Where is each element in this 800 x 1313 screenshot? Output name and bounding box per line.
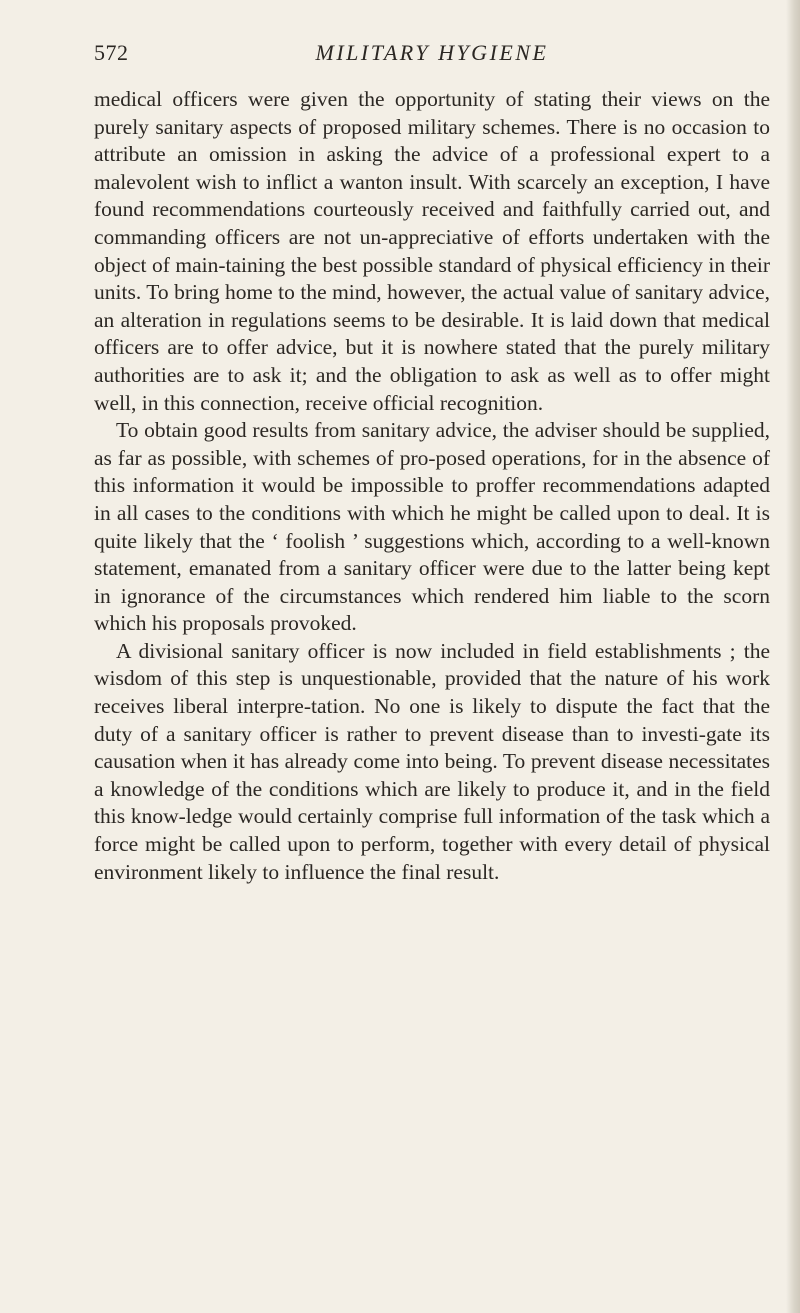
paragraph-1: medical officers were given the opportunity of stating their views on the purely sanitary aspects of proposed military schemes. There is no occasion to attribute an omission in asking the advice of a professional expert to a malevolent wish to inflict a wanton insult. With scarcely an exception, I have found recommendations courteously received and faithfully carried out, and commanding officers are not un-appreciative of efforts undertaken with the object of main-taining the best possible standard of physical efficiency in their units. To bring home to the mind, however, the actual value of sanitary advice, an alteration in regulations seems to be desirable. It is laid down that medical officers are to offer advice, but it is nowhere stated that the purely military authorities are to ask it; and the obligation to ask as well as to offer might well, in this connection, receive official recognition. <box>94 87 770 415</box>
page-number: 572 <box>94 40 129 65</box>
paragraph-3: A divisional sanitary officer is now included in field establishments ; the wisdom of this step is unquestionable, provided that the nature of his work receives liberal interpre-tation. No one is likely to dispute the fact that the duty of a sanitary officer is rather to prevent disease than to investi-gate its causation when it has already come into being. To prevent disease necessitates a knowledge of the conditions which are likely to produce it, and in the field this know-ledge would certainly comprise full information of the task which a force might be called upon to perform, together with every detail of physical environment likely to influence the final result. <box>94 638 770 884</box>
paragraph-2: To obtain good results from sanitary advice, the adviser should be supplied, as far as possible, with schemes of pro-posed operations, for in the absence of this information it would be impossible to proffer recommendations adapted in all cases to the conditions with which he might be called upon to deal. It is quite likely that the ‘ foolish ’ suggestions which, according to a well-known statement, emanated from a sanitary officer were due to the latter being kept in ignorance of the circumstances which rendered him liable to the scorn which his proposals provoked. <box>94 418 770 636</box>
body-text <box>94 86 770 886</box>
page-header <box>94 40 770 74</box>
page-edge-shadow <box>786 0 800 1313</box>
running-title: MILITARY HYGIENE <box>315 40 549 65</box>
